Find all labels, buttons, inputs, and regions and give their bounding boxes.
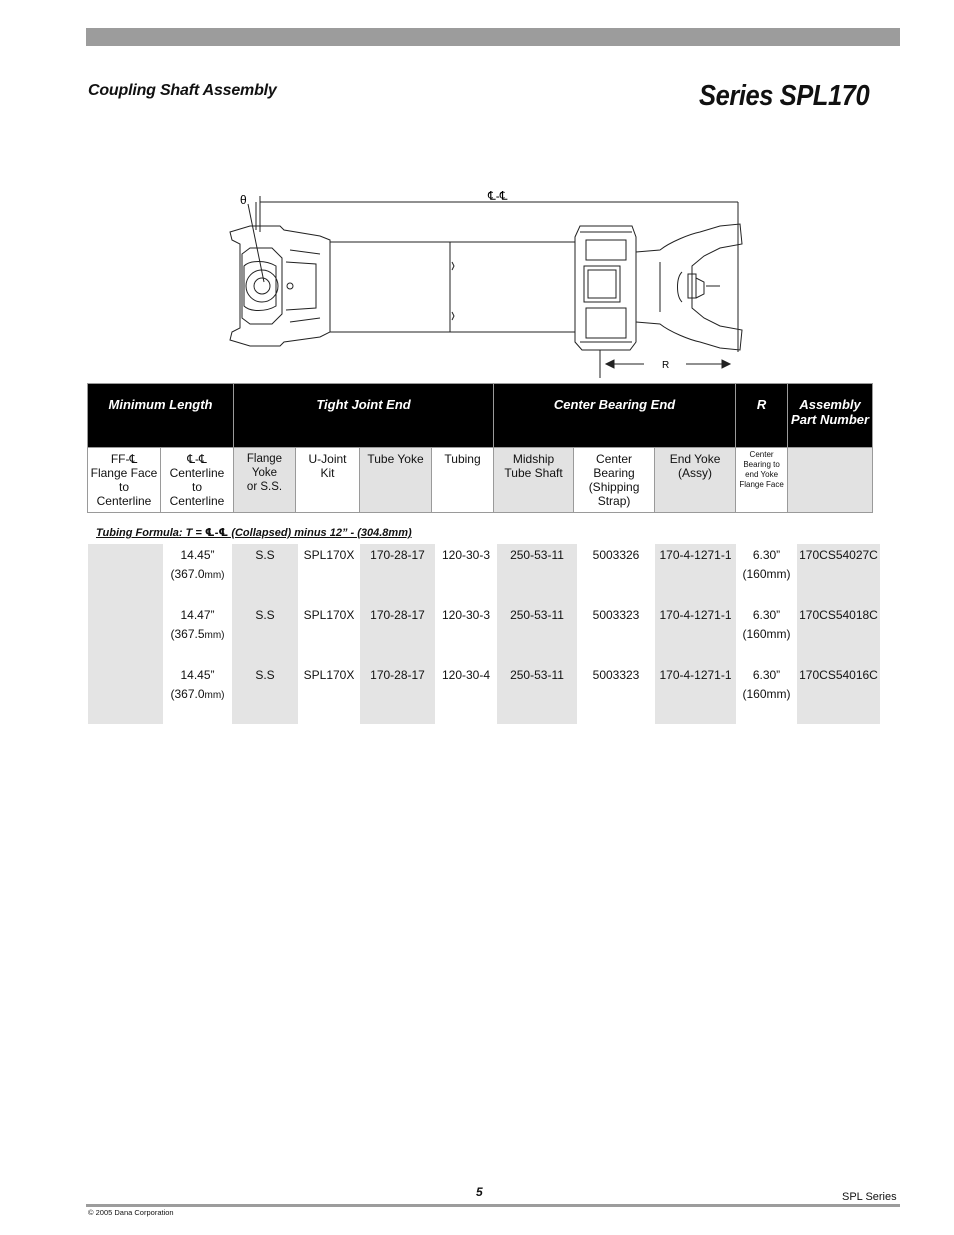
spec-header-table [87, 383, 873, 513]
cc-length-cell: 14.45” (367.0mm) [170, 668, 225, 701]
tube-yoke-cell: 170-28-17 [360, 604, 435, 664]
table-row [88, 544, 880, 604]
assembly-part-number-cell: 170CS54027C [797, 544, 880, 604]
bottom-rule [86, 1204, 900, 1207]
col-assembly-part-number [788, 448, 873, 513]
col-end-yoke: End Yoke (Assy) [655, 448, 736, 513]
r-cell: 6.30” (160mm) [742, 548, 791, 581]
center-bearing-cell: 5003326 [592, 548, 640, 562]
table-row [88, 664, 880, 724]
footer-series: SPL Series [842, 1191, 897, 1203]
group-tight-joint-end: Tight Joint End [234, 384, 494, 448]
r-label: R [662, 360, 670, 371]
coupling-shaft-diagram [220, 182, 760, 382]
tubing-cell: 120-30-4 [441, 668, 491, 682]
midship-tube-shaft-cell: 250-53-11 [497, 544, 577, 604]
group-minimum-length: Minimum Length [88, 384, 234, 448]
section-title: Coupling Shaft Assembly [88, 82, 277, 99]
top-rule [86, 28, 900, 46]
end-yoke-cell: 170-4-1271-1 [655, 664, 736, 724]
flange-yoke-cell: S.S [232, 604, 298, 664]
tube-yoke-cell: 170-28-17 [360, 544, 435, 604]
ff-cl-cell [88, 604, 163, 664]
ujoint-kit-cell: SPL170X [303, 608, 355, 622]
col-tube-yoke: Tube Yoke [360, 448, 432, 513]
page-number: 5 [476, 1185, 483, 1199]
assembly-part-number-cell: 170CS54018C [797, 604, 880, 664]
col-tubing: Tubing [432, 448, 494, 513]
center-bearing-cell: 5003323 [592, 608, 640, 622]
tubing-cell: 120-30-3 [441, 608, 491, 622]
col-flange-yoke: Flange Yoke or S.S. [234, 448, 296, 513]
group-center-bearing-end: Center Bearing End [494, 384, 736, 448]
end-yoke-cell: 170-4-1271-1 [655, 604, 736, 664]
r-cell: 6.30” (160mm) [742, 668, 791, 701]
col-midship-tube-shaft: Midship Tube Shaft [494, 448, 574, 513]
ujoint-kit-cell: SPL170X [303, 668, 355, 682]
theta-label: θ [240, 193, 247, 207]
midship-tube-shaft-cell: 250-53-11 [497, 604, 577, 664]
cc-label: ℄-℄ [488, 189, 508, 203]
ff-cl-cell [88, 664, 163, 724]
col-r-description: Center Bearing to end Yoke Flange Face [736, 448, 788, 513]
table-row [88, 604, 880, 664]
flange-yoke-cell: S.S [232, 664, 298, 724]
end-yoke-cell: 170-4-1271-1 [655, 544, 736, 604]
group-r: R [736, 384, 788, 448]
cc-length-cell: 14.45” (367.0mm) [170, 548, 225, 581]
r-cell: 6.30” (160mm) [742, 608, 791, 641]
parts-data-table [88, 544, 880, 724]
col-cl-cl: ℄-℄ Centerline to Centerline [161, 448, 234, 513]
col-center-bearing: Center Bearing (Shipping Strap) [574, 448, 655, 513]
center-bearing-cell: 5003323 [592, 668, 640, 682]
tubing-cell: 120-30-3 [441, 548, 491, 562]
tube-yoke-cell: 170-28-17 [360, 664, 435, 724]
group-assembly-part-number: Assembly Part Number [788, 384, 873, 448]
cc-length-cell: 14.47” (367.5mm) [170, 608, 225, 641]
midship-tube-shaft-cell: 250-53-11 [497, 664, 577, 724]
ujoint-kit-cell: SPL170X [303, 548, 355, 562]
col-ff-cl: FF-℄ Flange Face to Centerline [88, 448, 161, 513]
copyright: © 2005 Dana Corporation [88, 1208, 174, 1217]
ff-cl-cell [88, 544, 163, 604]
col-ujoint-kit: U-Joint Kit [296, 448, 360, 513]
series-title: Series SPL170 [699, 80, 870, 112]
flange-yoke-cell: S.S [232, 544, 298, 604]
assembly-part-number-cell: 170CS54016C [797, 664, 880, 724]
tubing-formula: Tubing Formula: T = ℄-℄ (Collapsed) minus 12” - (304.8mm) [96, 527, 412, 539]
